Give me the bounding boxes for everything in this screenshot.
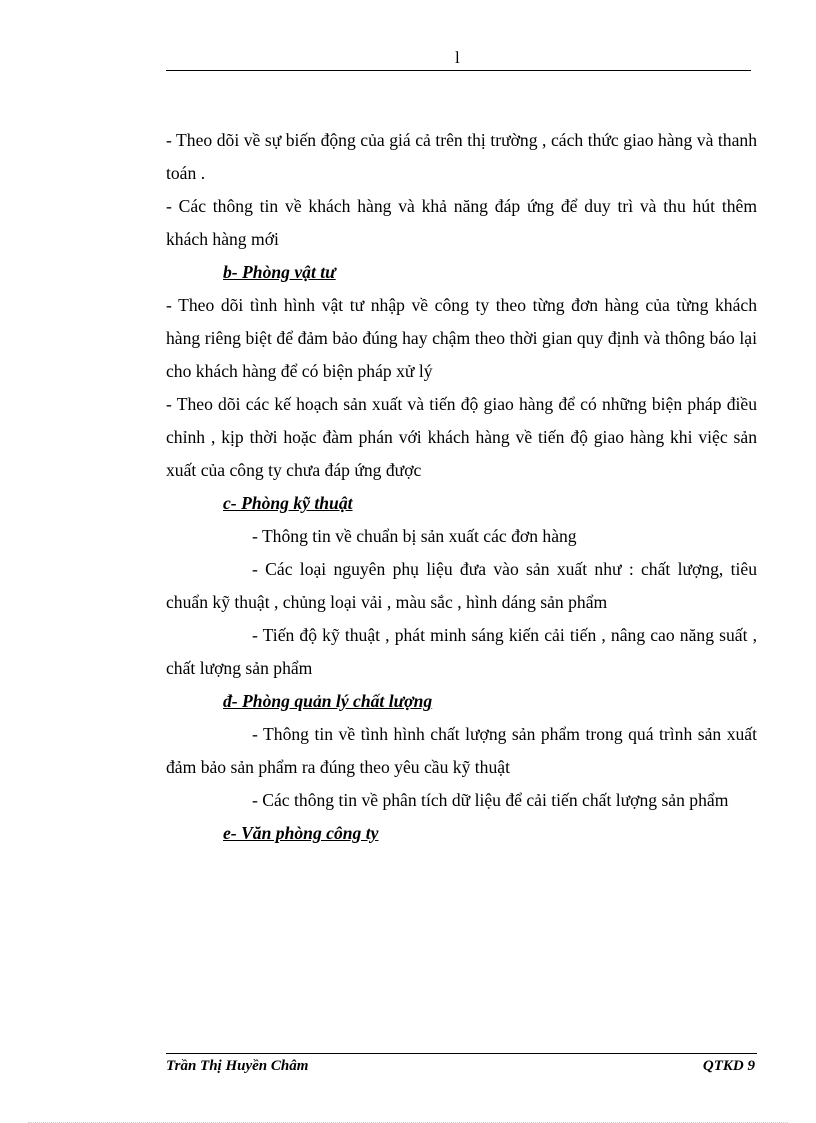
footer-class-code: QTKD 9: [702, 1058, 755, 1074]
footer-rule: [166, 1053, 757, 1054]
section-heading: c- Phòng kỹ thuật: [223, 493, 353, 513]
section-heading: b- Phòng vật tư: [223, 262, 336, 282]
paragraph: - Thông tin về tình hình chất lượng sản phẩm trong quá trình sản xuất đảm bảo sản phẩm ra đúng theo yêu cầu kỹ thuật: [166, 724, 757, 777]
document-body: [166, 124, 757, 850]
paragraph: - Tiến độ kỹ thuật , phát minh sáng kiến cải tiến , nâng cao năng suất , chất lượng sản phẩm: [166, 625, 757, 678]
paragraph: - Các thông tin về phân tích dữ liệu để cải tiến chất lượng sản phẩm: [252, 790, 729, 810]
page-number: l: [455, 48, 460, 67]
paragraph: - Theo dõi tình hình vật tư nhập về công ty theo từng đơn hàng của từng khách hàng riêng biệt để đảm bảo đúng hay chậm theo thời gian quy định và thông báo lại cho khách hàng để có biện pháp xử lý: [166, 295, 757, 381]
paragraph: - Các thông tin về khách hàng và khả năng đáp ứng để duy trì và thu hút thêm khách hàng mới: [166, 196, 757, 249]
footer-author: Trần Thị Huyền Châm: [166, 1058, 309, 1074]
section-heading: e- Văn phòng công ty: [223, 823, 379, 843]
paragraph: - Các loại nguyên phụ liệu đưa vào sản xuất như : chất lượng, tiêu chuẩn kỹ thuật , chủng loại vải , màu sắc , hình dáng sản phẩm: [166, 559, 757, 612]
paragraph: - Theo dõi các kế hoạch sản xuất và tiến độ giao hàng để có những biện pháp điều chỉnh , kịp thời hoặc đàm phán với khách hàng về tiến độ giao hàng khi việc sản xuất của công ty chưa đáp ứng được: [166, 394, 757, 480]
paragraph: - Theo dõi về sự biến động của giá cả trên thị trường , cách thức giao hàng và thanh toán .: [166, 130, 757, 183]
header-rule: [166, 70, 751, 71]
paragraph: - Thông tin về chuẩn bị sản xuất các đơn hàng: [252, 526, 577, 546]
section-heading: đ- Phòng quản lý chất lượng: [223, 691, 433, 711]
